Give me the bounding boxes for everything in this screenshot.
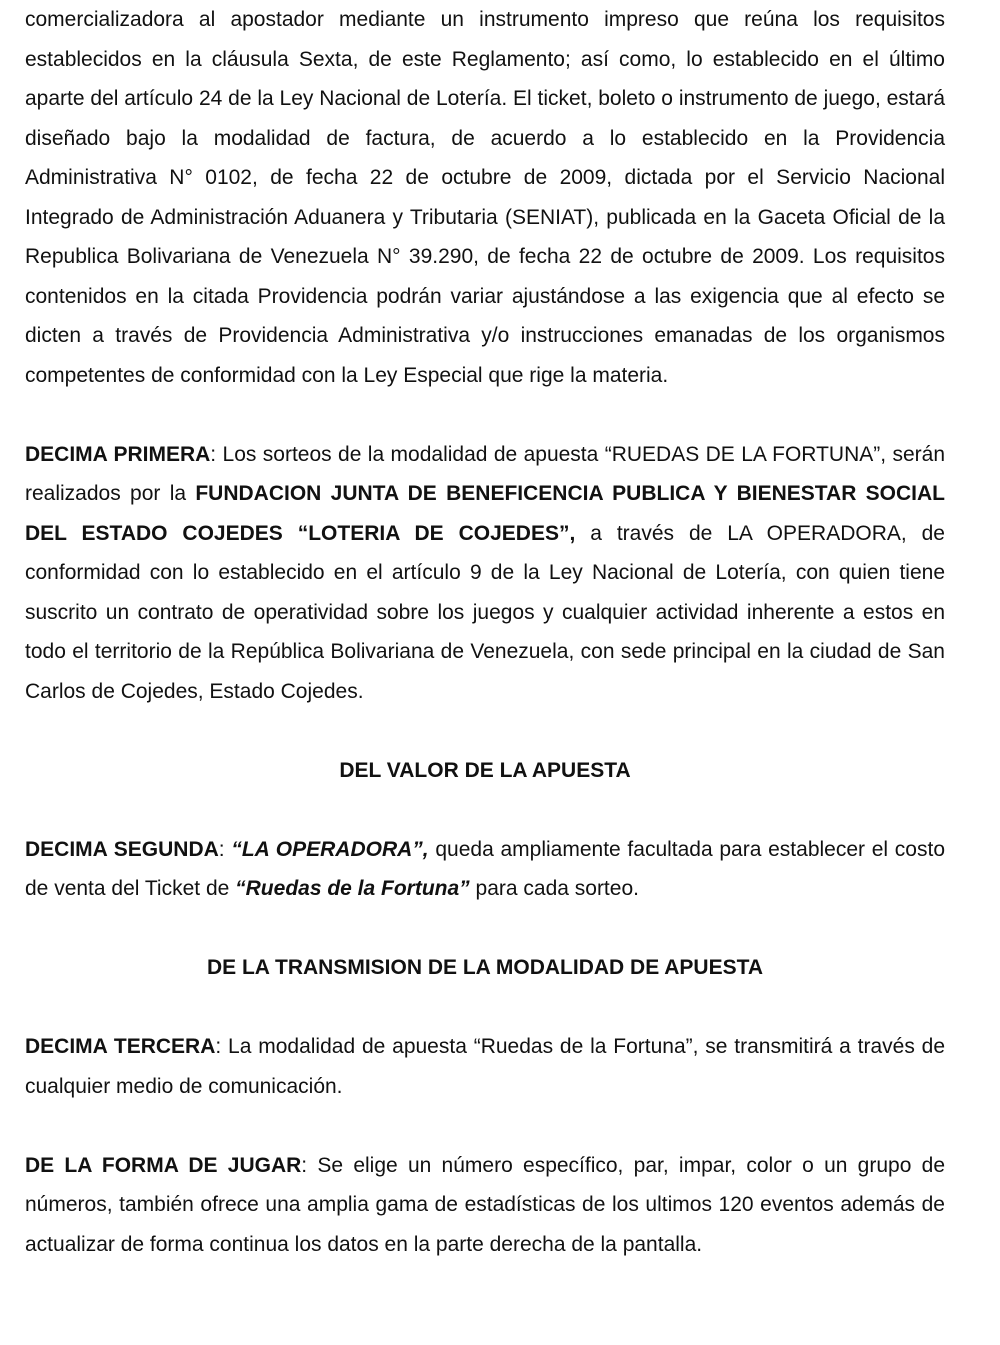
decima-segunda-ruedas: “Ruedas de la Fortuna” bbox=[235, 877, 470, 900]
decima-segunda-paragraph bbox=[25, 830, 945, 909]
decima-tercera-paragraph bbox=[25, 1027, 945, 1106]
forma-de-jugar-paragraph bbox=[25, 1146, 945, 1265]
heading-transmision: DE LA TRANSMISION DE LA MODALIDAD DE APUESTA bbox=[206, 956, 764, 979]
decima-primera-paragraph bbox=[25, 435, 945, 712]
decima-segunda-operadora: “LA OPERADORA”, bbox=[231, 837, 429, 861]
decima-segunda-text-2: queda ampliamente facultada para establecer el costo de venta del Ticket de bbox=[25, 837, 945, 900]
decima-primera-text-1: : Los sorteos de la modalidad de apuesta “RUEDAS DE LA FORTUNA”, serán realizados por la bbox=[25, 442, 945, 505]
decima-segunda-label: DECIMA SEGUNDA bbox=[25, 837, 219, 861]
document-page bbox=[25, 0, 945, 1264]
intro-paragraph bbox=[25, 0, 945, 395]
decima-tercera-label: DECIMA TERCERA bbox=[25, 1035, 216, 1058]
heading-valor-apuesta: DEL VALOR DE LA APUESTA bbox=[339, 758, 631, 782]
decima-primera-bold-entity: FUNDACION JUNTA DE BENEFICENCIA PUBLICA Y BIENESTAR SOCIAL DEL ESTADO COJEDES “LOTERIA DE COJEDES”, bbox=[25, 482, 946, 545]
decima-segunda-text-3: para cada sorteo. bbox=[469, 877, 639, 900]
decima-tercera-text: : La modalidad de apuesta “Ruedas de la Fortuna”, se transmitirá a través de cualquier medio de comunicación. bbox=[25, 1035, 946, 1098]
decima-primera-label: DECIMA PRIMERA bbox=[25, 442, 211, 466]
forma-de-jugar-text: : Se elige un número específico, par, impar, color o un grupo de números, también ofrece una amplia gama de estadísticas de los ultimos 120 eventos además de actualizar de forma continua los datos en la parte derecha de la pantalla. bbox=[25, 1153, 945, 1256]
intro-text: comercializadora al apostador mediante un instrumento impreso que reúna los requisitos establecidos en la cláusula Sexta, de este Reglamento; así como, lo establecido en el último aparte del artículo 24 de la Ley Nacional de Lotería. El ticket, boleto o instrumento de juego, estará diseñado bajo la modalidad de factura, de acuerdo a lo establecido en la Providencia Administrativa N° 0102, de fecha 22 de octubre de 2009, dictada por el Servicio Nacional Integrado de Administración Aduanera y Tributaria (SENIAT), publicada en la Gaceta Oficial de la Republica Bolivariana de Venezuela N° 39.290, de fecha 22 de octubre de 2009. Los requisitos contenidos en la citada Providencia podrán variar ajustándose a las exigencia que al efecto se dicten a través de Providencia Administrativa y/o instrucciones emanadas de los organismos competentes de conformidad con la Ley Especial que rige la materia. bbox=[25, 8, 945, 387]
forma-de-jugar-label: DE LA FORMA DE JUGAR bbox=[25, 1153, 302, 1177]
decima-primera-text-2: a través de LA OPERADORA, de conformidad con lo establecido en el artículo 9 de la Ley Nacional de Lotería, con quien tiene suscrito un contrato de operatividad sobre los juegos y cualquier actividad inherente a estos en todo el territorio de la República Bolivariana de Venezuela, con sede principal en la ciudad de San Carlos de Cojedes, Estado Cojedes. bbox=[25, 521, 945, 703]
decima-segunda-text-1: : bbox=[218, 837, 232, 861]
